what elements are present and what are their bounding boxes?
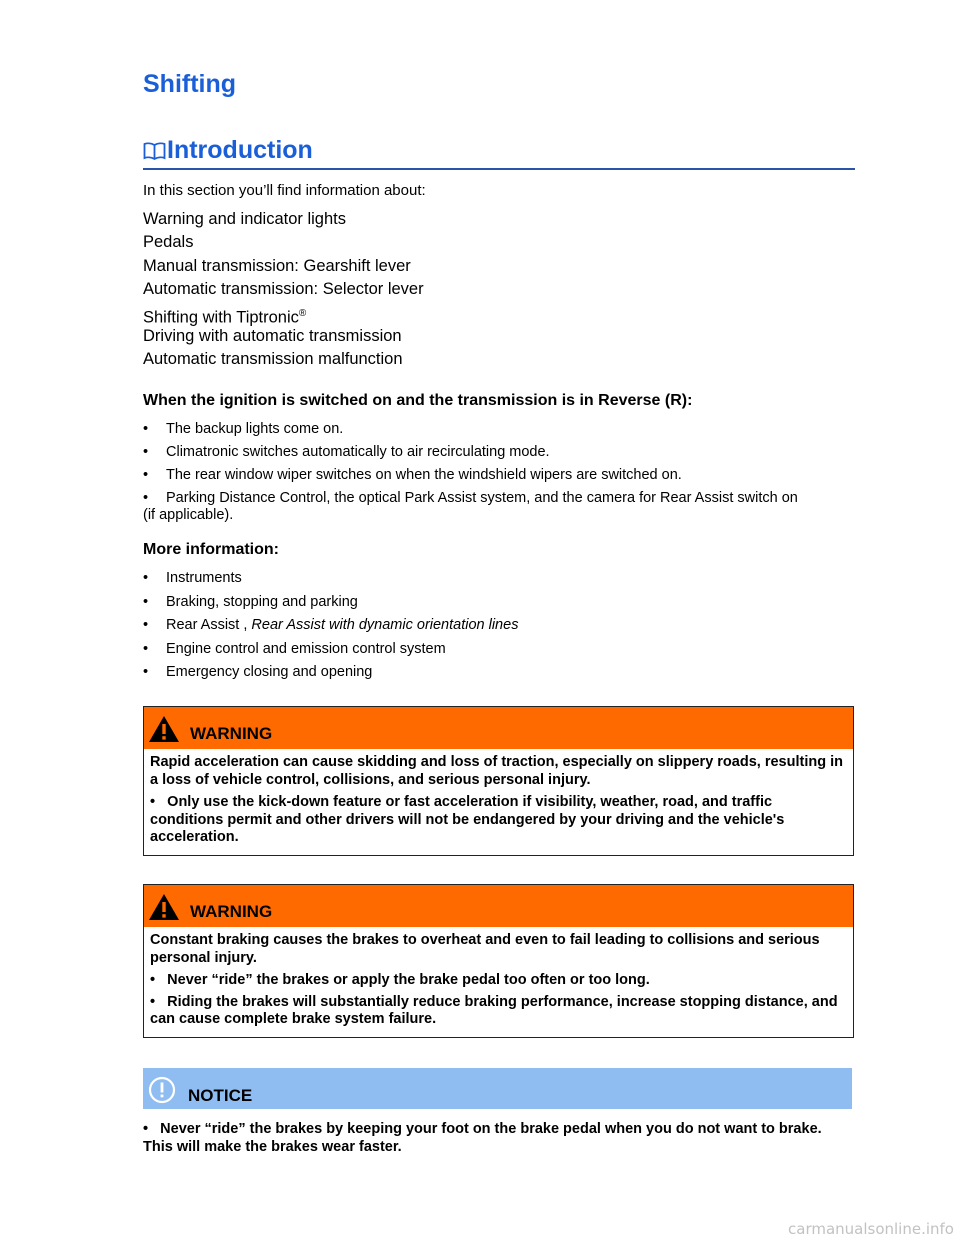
warning-bullet: • Never “ride” the brakes or apply the brake pedal too often or too long. bbox=[150, 972, 650, 988]
intro-lead: In this section you’ll find information about: bbox=[143, 182, 426, 199]
warning-box-acceleration bbox=[143, 706, 854, 856]
page-title: Shifting bbox=[143, 70, 237, 98]
topic-link[interactable]: Automatic transmission malfunction bbox=[143, 350, 403, 369]
notice-header bbox=[143, 1068, 852, 1109]
topic-link[interactable]: Driving with automatic transmission bbox=[143, 326, 402, 345]
warning-header bbox=[144, 707, 853, 749]
more-info-link[interactable]: Instruments bbox=[166, 570, 242, 586]
warning-triangle-icon bbox=[148, 893, 180, 921]
more-info-link[interactable]: Engine control and emission control system bbox=[166, 640, 446, 657]
more-info-link[interactable]: Emergency closing and opening bbox=[166, 664, 373, 680]
bullet: • bbox=[143, 467, 149, 483]
intro-heading-bar bbox=[143, 136, 855, 170]
more-info-link[interactable]: Rear Assist with dynamic orientation lines bbox=[251, 617, 519, 633]
bullet: • bbox=[143, 640, 149, 657]
list-item[interactable] bbox=[143, 570, 855, 587]
bullet: • bbox=[143, 421, 149, 437]
list-item[interactable] bbox=[143, 594, 855, 611]
bullet: • bbox=[143, 617, 149, 633]
more-info-link[interactable]: Braking, stopping and parking bbox=[166, 593, 358, 610]
bullet: • bbox=[143, 444, 149, 460]
topic-list bbox=[143, 208, 424, 372]
list-item[interactable] bbox=[143, 617, 855, 634]
notice-exclamation-icon bbox=[148, 1076, 176, 1104]
warning-label: WARNING bbox=[190, 724, 273, 743]
topic-link[interactable]: Pedals bbox=[143, 233, 194, 252]
warning-box-braking bbox=[143, 884, 854, 1038]
warning-body bbox=[144, 749, 853, 855]
more-info-list bbox=[143, 570, 855, 681]
warning-header bbox=[144, 885, 853, 927]
topic-link[interactable]: Manual transmission: Gearshift lever bbox=[143, 256, 411, 275]
topic-link-text: Shifting with Tiptronic bbox=[143, 308, 299, 327]
warning-triangle-icon bbox=[148, 715, 180, 743]
topic-link[interactable]: Warning and indicator lights bbox=[143, 210, 346, 228]
bullet: • bbox=[143, 490, 149, 506]
reverse-heading: When the ignition is switched on and the transmission is in Reverse (R): bbox=[143, 392, 693, 409]
warning-bullet: • Riding the brakes will substantially reduce braking performance, increase stopping distance, and can cause complete brake system failure. bbox=[150, 993, 838, 1027]
warning-text: Constant braking causes the brakes to overheat and even to fail leading to collisions and serious personal injury. bbox=[150, 932, 820, 966]
more-info-link[interactable]: Rear Assist , bbox=[166, 617, 248, 633]
notice-text: • Never “ride” the brakes by keeping your foot on the brake pedal when you do not want to brake. This will make the brakes wear faster. bbox=[143, 1121, 822, 1155]
bullet: • bbox=[143, 664, 149, 680]
list-item[interactable] bbox=[143, 641, 855, 658]
list-item: • The backup lights come on. bbox=[143, 421, 344, 437]
list-item[interactable] bbox=[143, 664, 855, 681]
book-icon bbox=[143, 141, 166, 161]
warning-label: WARNING bbox=[190, 902, 273, 921]
list-item: • Parking Distance Control, the optical Park Assist system, and the camera for Rear Assist switch on (if applicable). bbox=[143, 490, 798, 523]
more-info-heading: More information: bbox=[143, 541, 279, 558]
bullet: • bbox=[143, 570, 149, 586]
notice-label: NOTICE bbox=[188, 1086, 253, 1105]
registered-mark: ® bbox=[298, 307, 307, 319]
warning-bullet: • Only use the kick-down feature or fast acceleration if visibility, weather, road, and traffic conditions permit and other drivers will not be endangered by your driving and the vehicle's acceleration. bbox=[150, 794, 785, 845]
topic-link[interactable] bbox=[143, 302, 424, 325]
warning-body bbox=[144, 927, 853, 1037]
reverse-list bbox=[143, 421, 855, 524]
watermark: carmanualsonline.info bbox=[788, 1220, 954, 1238]
topic-link[interactable]: Automatic transmission: Selector lever bbox=[143, 280, 424, 299]
warning-text: Rapid acceleration can cause skidding and loss of traction, especially on slippery roads, resulting in a loss of vehicle control, collisions, and serious personal injury. bbox=[150, 754, 843, 788]
list-item: • The rear window wiper switches on when the windshield wipers are switched on. bbox=[143, 467, 682, 483]
intro-heading: Introduction bbox=[167, 136, 313, 164]
list-item: • Climatronic switches automatically to air recirculating mode. bbox=[143, 444, 550, 460]
bullet: • bbox=[143, 593, 149, 610]
